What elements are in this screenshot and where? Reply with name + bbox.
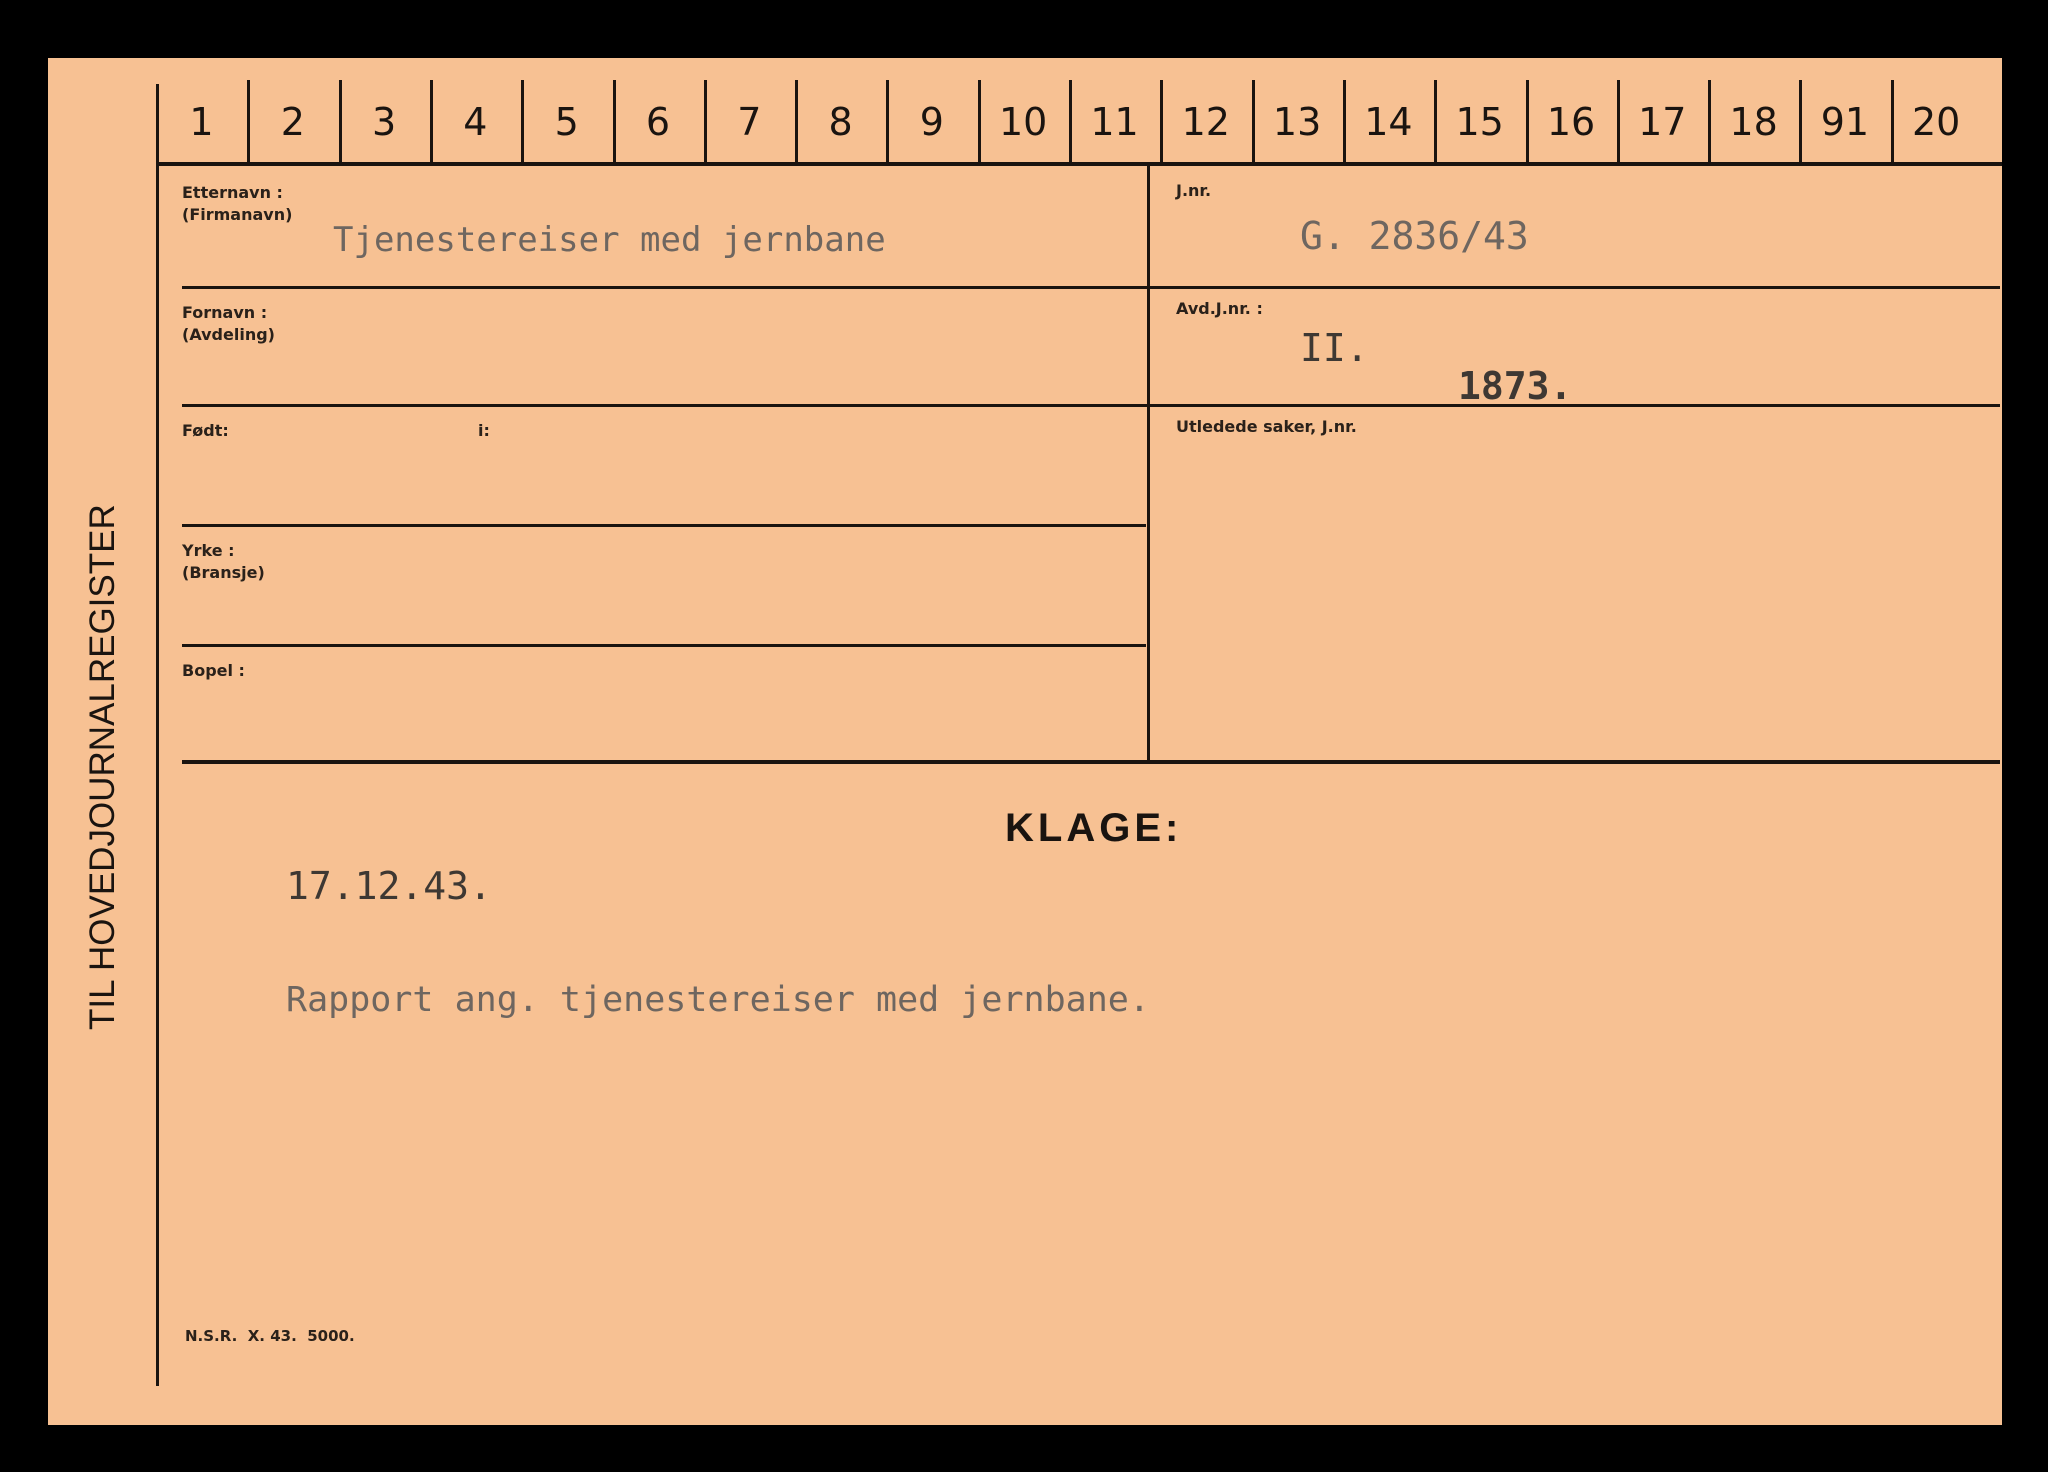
jnr-value: G. 2836/43 — [1300, 214, 1529, 258]
column-number: 3 — [372, 100, 397, 144]
column-divider — [1891, 80, 1894, 164]
form-footer: N.S.R. X. 43. 5000. — [185, 1327, 355, 1345]
row-line-3-left — [182, 524, 1146, 527]
column-divider — [1526, 80, 1529, 164]
column-divider — [430, 80, 433, 164]
column-divider — [247, 80, 250, 164]
column-divider — [1160, 80, 1163, 164]
utledede-label: Utledede saker, J.nr. — [1176, 417, 1357, 436]
column-divider — [1799, 80, 1802, 164]
bopel-label: Bopel : — [182, 661, 245, 680]
column-number: 91 — [1820, 100, 1870, 144]
column-number: 20 — [1912, 100, 1961, 144]
column-number: 13 — [1272, 100, 1322, 144]
avd-value-number: 1873. — [1458, 364, 1573, 408]
column-divider — [1617, 80, 1620, 164]
etternavn-label-line1: Etternavn : — [182, 183, 283, 202]
column-divider — [795, 80, 798, 164]
column-number: 17 — [1638, 100, 1687, 144]
header-bottom-line — [156, 162, 2002, 166]
row-line-1 — [182, 286, 2000, 289]
fornavn-label-line1: Fornavn : — [182, 303, 268, 322]
column-number: 5 — [554, 100, 579, 144]
klage-text: Rapport ang. tjenestereiser med jernbane. — [286, 980, 1150, 1020]
column-divider — [1434, 80, 1437, 164]
column-divider — [978, 80, 981, 164]
column-number: 8 — [828, 100, 853, 144]
column-number: 9 — [919, 100, 944, 144]
column-number: 16 — [1546, 100, 1596, 144]
column-number: 11 — [1090, 100, 1139, 144]
column-number: 14 — [1364, 100, 1413, 144]
field-divider-vertical — [1147, 166, 1150, 762]
row-line-2 — [182, 404, 2000, 407]
fodt-label: Født: — [182, 421, 229, 440]
fornavn-label-line2: (Avdeling) — [182, 325, 275, 344]
register-card — [48, 58, 2002, 1425]
column-number: 4 — [463, 100, 488, 144]
column-number: 10 — [999, 100, 1048, 144]
column-divider — [1708, 80, 1711, 164]
side-label-text: TIL HOVEDJOURNALREGISTER — [83, 504, 122, 1030]
column-number: 15 — [1455, 100, 1504, 144]
fornavn-label — [182, 302, 275, 346]
yrke-label — [182, 540, 265, 584]
column-number: 1 — [189, 100, 214, 144]
avd-jnr-label: Avd.J.nr. : — [1176, 299, 1263, 318]
fodt-place-label: i: — [478, 421, 490, 440]
etternavn-label — [182, 182, 292, 226]
row-line-5 — [182, 760, 2000, 764]
row-line-4-left — [182, 644, 1146, 647]
column-number: 18 — [1729, 100, 1778, 144]
jnr-label: J.nr. — [1176, 181, 1212, 200]
yrke-label-line1: Yrke : — [182, 541, 235, 560]
avd-value-roman: II. — [1300, 326, 1369, 370]
klage-heading: KLAGE: — [1005, 806, 1183, 850]
column-number: 12 — [1181, 100, 1230, 144]
klage-date: 17.12.43. — [286, 864, 492, 908]
column-divider — [1343, 80, 1346, 164]
etternavn-label-line2: (Firmanavn) — [182, 205, 293, 224]
column-number: 7 — [737, 100, 762, 144]
column-number: 6 — [645, 100, 671, 144]
etternavn-value: Tjenestereiser med jernbane — [333, 220, 886, 260]
column-divider — [1069, 80, 1072, 164]
column-divider — [1252, 80, 1255, 164]
column-divider — [521, 80, 524, 164]
column-divider — [886, 80, 889, 164]
column-number: 2 — [280, 100, 305, 144]
left-margin-line — [156, 84, 159, 1386]
yrke-label-line2: (Bransje) — [182, 563, 265, 582]
column-divider — [613, 80, 616, 164]
column-divider — [339, 80, 342, 164]
column-divider — [704, 80, 707, 164]
